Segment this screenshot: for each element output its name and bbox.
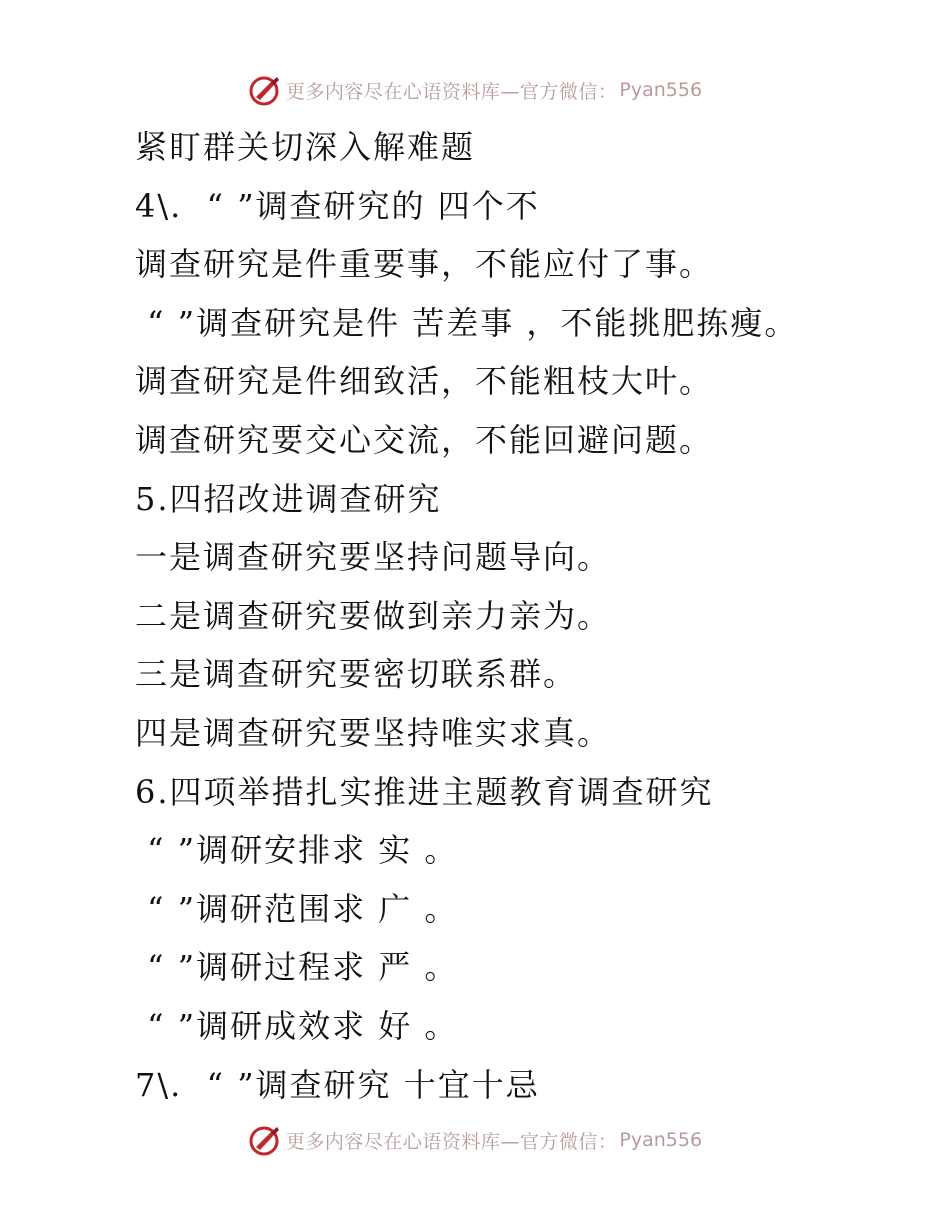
text-line: 调查研究是件重要事，不能应付了事。 bbox=[135, 245, 714, 284]
watermark-text: 更多内容尽在心语资料库—官方微信： bbox=[285, 1130, 618, 1153]
section-heading: 4\. “ ”调查研究的 四个不 bbox=[135, 186, 540, 225]
pen-badge-icon bbox=[248, 1123, 282, 1157]
text-line: 一是调查研究要坚持问题导向。 bbox=[135, 538, 612, 577]
footer-watermark bbox=[0, 1120, 950, 1160]
text-line: 二是调查研究要做到亲力亲为。 bbox=[135, 596, 612, 635]
watermark-wechat-id: Pyan556 bbox=[619, 1129, 703, 1151]
section-heading: 6.四项举措扎实推进主题教育调查研究 bbox=[135, 772, 714, 811]
watermark-text: 更多内容尽在心语资料库—官方微信： bbox=[285, 80, 618, 103]
text-line: “ ”调研成效求 好 。 bbox=[135, 1006, 459, 1045]
text-line: 调查研究是件细致活，不能粗枝大叶。 bbox=[135, 362, 714, 401]
section-heading: 7\. “ ”调查研究 十宜十忌 bbox=[135, 1065, 540, 1104]
text-line: “ ”调研安排求 实 。 bbox=[135, 831, 459, 870]
section-heading: 5.四招改进调查研究 bbox=[135, 479, 442, 518]
watermark-wechat-id: Pyan556 bbox=[619, 79, 703, 101]
text-line: 四是调查研究要坚持唯实求真。 bbox=[135, 713, 612, 752]
text-line: 紧盯群关切深入解难题 bbox=[135, 128, 476, 166]
text-line: 调查研究要交心交流，不能回避问题。 bbox=[135, 420, 714, 459]
pen-badge-icon bbox=[248, 73, 282, 107]
text-line: “ ”调研范围求 广 。 bbox=[135, 889, 459, 928]
text-line: “ ”调查研究是件 苦差事 ，不能挑肥拣瘦。 bbox=[135, 303, 799, 342]
document-body bbox=[135, 118, 925, 1114]
text-line: 三是调查研究要密切联系群。 bbox=[135, 655, 578, 694]
header-watermark bbox=[0, 70, 950, 110]
text-line: “ ”调研过程求 严 。 bbox=[135, 948, 459, 987]
